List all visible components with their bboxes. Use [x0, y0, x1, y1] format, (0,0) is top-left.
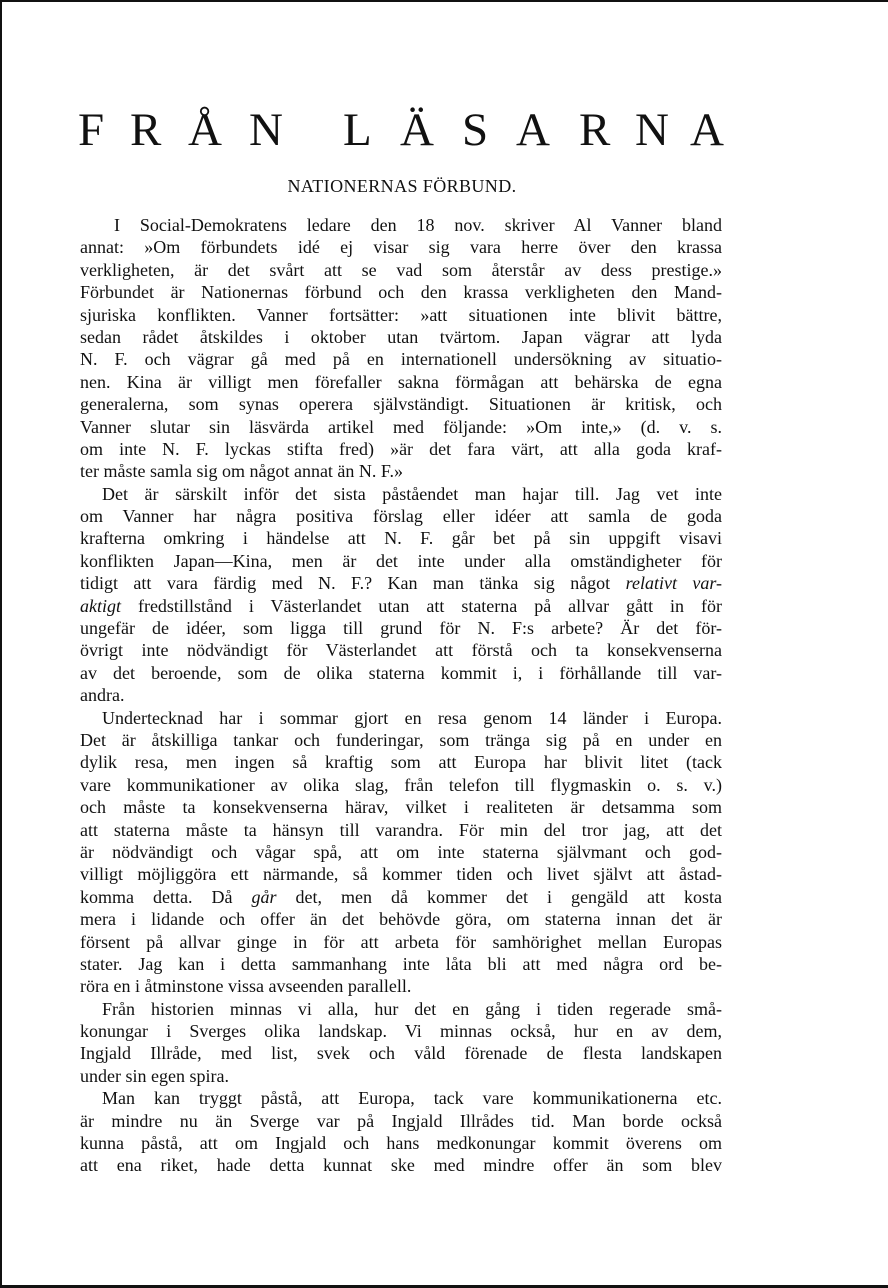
heading-letter: L — [343, 104, 372, 156]
text-line: sedan rådet åtskildes i oktober utan tvärtom. Japan vägrar att lyda — [80, 326, 722, 347]
text-line: N. F. och vägrar gå med på en internationell undersökning av situatio- — [80, 349, 722, 370]
heading-letter: Ä — [400, 104, 434, 156]
heading-letter: A — [516, 104, 550, 156]
text-line: Vanner slutar sin läsvärda artikel med följande: »Om inte,» (d. v. s. — [80, 416, 722, 437]
text-line: annat: »Om förbundets idé ej visar sig vara herre över den krassa — [80, 237, 722, 258]
text-line: verkligheten, är det svårt att se vad som återstår av dess prestige.» — [80, 259, 722, 280]
text-line: komma detta. Då går det, men då kommer det i gengäld att kosta — [80, 886, 722, 907]
section-heading — [78, 100, 728, 160]
text-line: kunna påstå, att om Ingjald och hans medkonungar kommit överens om — [80, 1133, 722, 1154]
text-line: konflikten Japan—Kina, men är det inte under alla omständigheter för — [80, 550, 722, 571]
text-line: vare kommunikationer av olika slag, från telefon till flygmaskin o. s. v.) — [80, 774, 722, 795]
text-line: dylik resa, men ingen så kraftig som att Europa har blivit litet (tack — [80, 752, 722, 773]
text-line: nen. Kina är villigt men förefaller sakna förmågan att behärska de egna — [80, 371, 722, 392]
text-line: röra en i åtminstone vissa avseenden parallell. — [80, 976, 412, 997]
heading-letter: A — [690, 104, 724, 156]
text-line: Det är åtskilliga tankar och funderingar, som tränga sig på en under en — [80, 729, 722, 750]
text-line: tidigt att vara färdig med N. F.? Kan man tänka sig något relativt var- — [80, 573, 723, 594]
text-line: villigt möjliggöra ett närmande, så kommer tiden och livet självt att åstad- — [80, 864, 722, 885]
emphasis: relativt var- — [625, 573, 723, 594]
text-line: I Social-Demokratens ledare den 18 nov. skriver Al Vanner bland — [114, 215, 722, 235]
text-line: andra. — [80, 685, 125, 706]
text-line: försent på allvar ginge in för att arbeta för samhörighet mellan Europas — [80, 931, 722, 952]
heading-letter: R — [130, 104, 162, 156]
text-line: Man kan tryggt påstå, att Europa, tack vare kommunikationerna etc. — [102, 1088, 722, 1109]
text-line: och måste ta konsekvenserna härav, vilket i realiteten är detsamma som — [80, 797, 722, 818]
text-line: konungar i Sverges olika landskap. Vi minnas också, hur en av dem, — [80, 1021, 722, 1042]
text-line: sjuriska konflikten. Vanner fortsätter: »att situationen inte blivit bättre, — [80, 304, 722, 325]
emphasis: aktigt — [80, 595, 121, 616]
emphasis: går — [251, 886, 277, 907]
text-line: krafterna omkring i händelse att N. F. går bet på sin uppgift visavi — [80, 528, 722, 549]
text-line: att staterna måste ta hänsyn till varandra. För min del tror jag, att det — [80, 819, 722, 840]
heading-letter: R — [579, 104, 611, 156]
heading-letter: N — [249, 104, 283, 156]
text-line: är mindre nu än Sverge var på Ingjald Illrådes tid. Man borde också — [80, 1110, 722, 1131]
text-line: generalerna, som synas operera självständigt. Situationen är kritisk, och — [80, 394, 722, 415]
text-line: aktigt fredstillstånd i Västerlandet utan att staterna på allvar gått in för — [80, 595, 722, 616]
text-line: ter måste samla sig om något annat än N. F.» — [80, 461, 403, 482]
article-body — [80, 214, 722, 1177]
heading-letter: Å — [188, 104, 222, 156]
text-line: ungefär de idéer, som ligga till grund för N. F:s arbete? Är det för- — [80, 618, 722, 639]
text-line: är nödvändigt och vågar spå, att om inte staterna självmant och god- — [80, 841, 722, 862]
heading-letter: S — [462, 104, 489, 156]
text-line: övrigt inte nödvändigt för Västerlandet att förstå och ta konsekvenserna — [80, 640, 722, 661]
text-line: Det är särskilt inför det sista påståendet man hajar till. Jag vet inte — [102, 483, 722, 504]
text-line: Förbundet är Nationernas förbund och den krassa verkligheten den Mand- — [80, 282, 722, 303]
text-line: under sin egen spira. — [80, 1065, 229, 1086]
text-line: mera i lidande och offer än det behövde göra, om staterna innan det är — [80, 909, 722, 930]
text-line: Från historien minnas vi alla, hur det en gång i tiden regerade små- — [102, 998, 722, 1019]
text-line: Undertecknad har i sommar gjort en resa genom 14 länder i Europa. — [102, 707, 722, 728]
heading-letter: F — [78, 104, 105, 156]
text-line: om inte N. F. lyckas stifta fred) »är det fara värt, att alla goda kraf- — [80, 438, 722, 459]
text-line: att ena riket, hade detta kunnat ske med mindre offer än som blev — [80, 1155, 722, 1176]
heading-letter: N — [635, 104, 669, 156]
text-line: Ingjald Illråde, med list, svek och våld förenade de flesta landskapen — [80, 1043, 722, 1064]
article-title: NATIONERNAS FÖRBUND. — [287, 176, 517, 196]
text-line: stater. Jag kan i detta sammanhang inte låta bli att med några ord be- — [80, 953, 722, 974]
text-line: av det beroende, som de olika staterna kommit i, i förhållande till var- — [80, 662, 722, 683]
text-line: om Vanner har några positiva förslag eller idéer att samla de goda — [80, 506, 722, 527]
